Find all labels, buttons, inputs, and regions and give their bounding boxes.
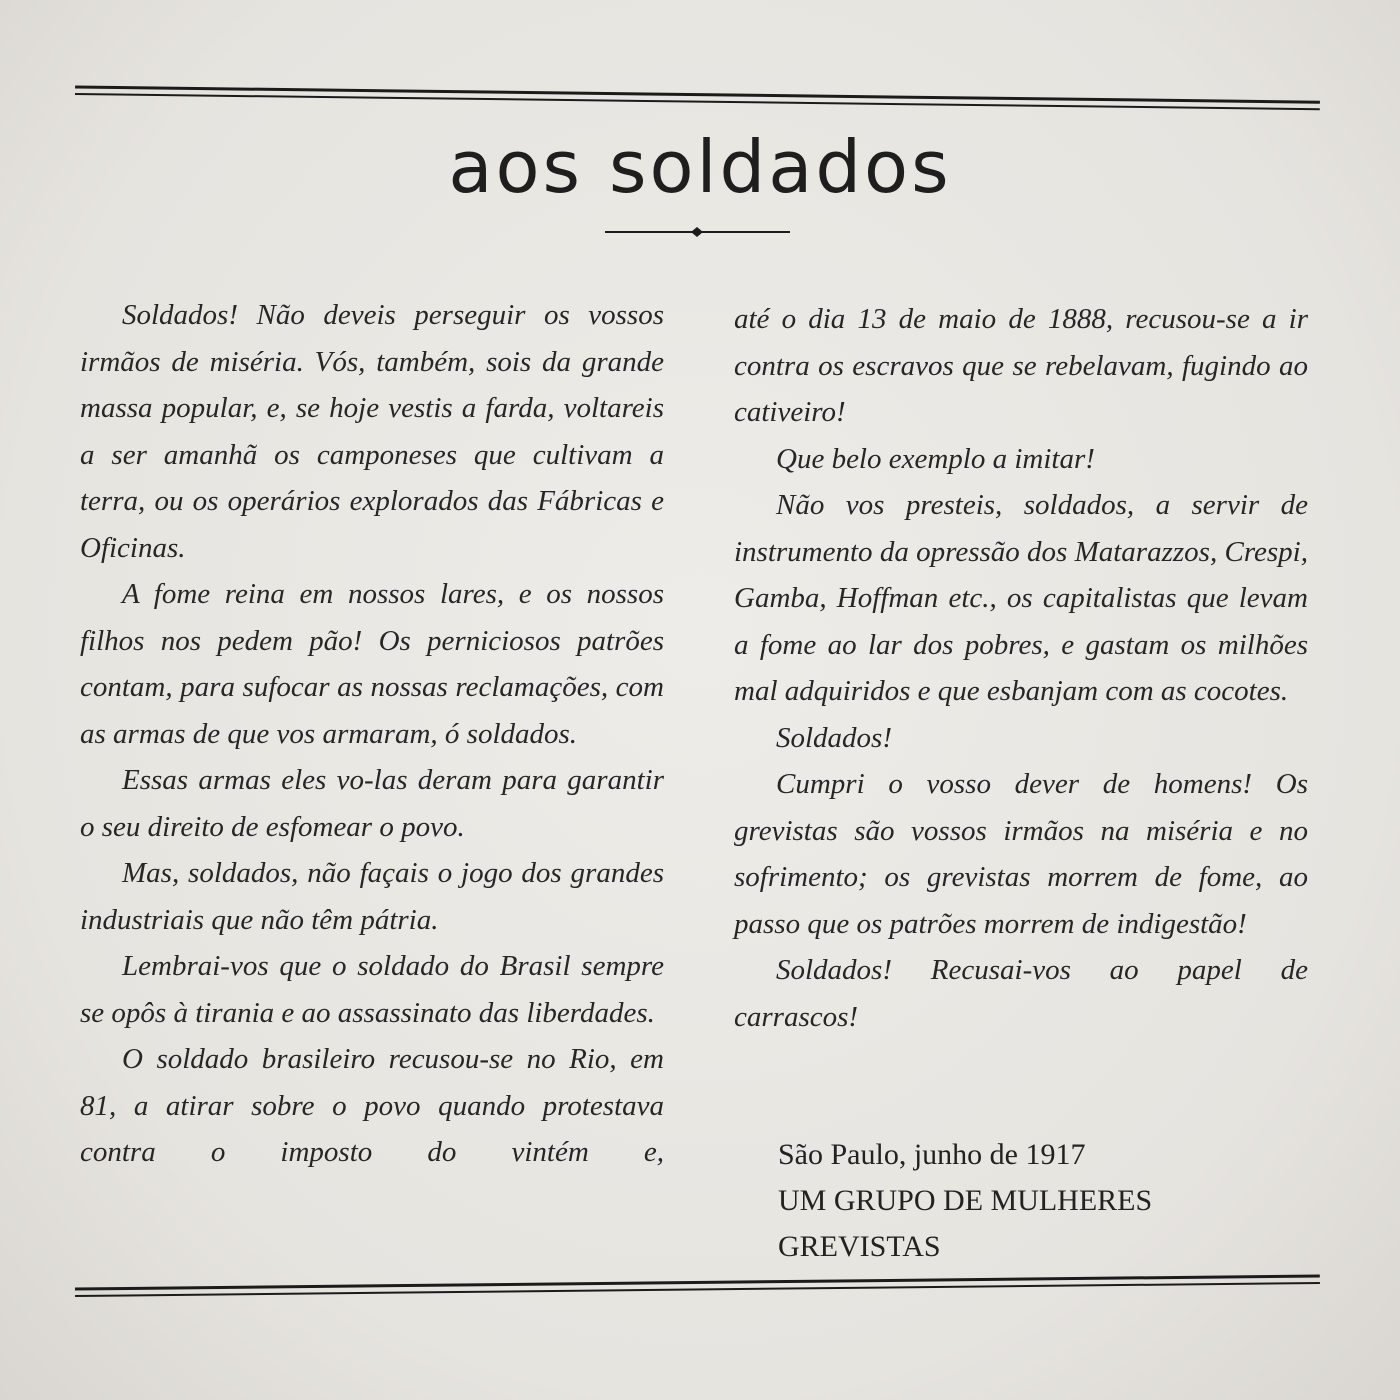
page-title: aos soldados xyxy=(448,125,952,209)
bottom-rule-lines xyxy=(75,1273,1320,1300)
paragraph-continued: até o dia 13 de maio de 1888, recusou-se a ir contra os escravos que se rebelavam, fugindo ao cativeiro! xyxy=(734,303,1308,428)
paragraph: Soldados! xyxy=(776,721,892,754)
signature-block xyxy=(778,1132,1152,1270)
paragraph: Soldados! Recusai-vos ao papel de carrascos! xyxy=(734,954,1308,1033)
ornament-diamond-rule xyxy=(605,224,790,240)
paragraph: Não vos presteis, soldados, a servir de instrumento da opressão dos Matarazzos, Crespi, Gamba, Hoffman etc., os capitalistas que levam a fome ao lar dos pobres, e gastam os milhões mal adquiridos e que esbanjam com as cocotes. xyxy=(734,489,1308,707)
paragraph: O soldado brasileiro recusou-se no Rio, em 81, a atirar sobre o povo quando protestava contra o imposto do vintém e, xyxy=(80,1043,664,1168)
paragraph: Mas, soldados, não façais o jogo dos grandes industriais que não têm pátria. xyxy=(80,857,664,936)
paragraph: Soldados! Não deveis perseguir os vossos irmãos de miséria. Vós, também, sois da grande massa popular, e, se hoje vestis a farda, voltareis a ser amanhã os camponeses que cultivam a terra, ou os operários explorados das Fábricas e Oficinas. xyxy=(80,299,664,564)
paragraph: Essas armas eles vo-las deram para garantir o seu direito de esfomear o povo. xyxy=(80,764,664,843)
top-rule-lines xyxy=(75,84,1320,113)
right-column xyxy=(734,296,1308,1040)
left-column xyxy=(80,292,664,1176)
title-ornament xyxy=(605,224,790,240)
bottom-double-rule xyxy=(75,1273,1320,1300)
paragraph: Que belo exemplo a imitar! xyxy=(776,442,1095,475)
author-line: UM GRUPO DE MULHERES xyxy=(778,1184,1153,1217)
top-double-rule xyxy=(75,84,1320,113)
paragraph: Cumpri o vosso dever de homens! Os grevistas são vossos irmãos na miséria e no sofrimento; os grevistas morrem de fome, ao passo que os patrões morrem de indigestão! xyxy=(734,768,1308,940)
place-date: São Paulo, junho de 1917 xyxy=(778,1138,1086,1171)
paragraph: A fome reina em nossos lares, e os nossos filhos nos pedem pão! Os perniciosos patrões contam, para sufocar as nossas reclamações, com as armas de que vos armaram, ó soldados. xyxy=(80,578,664,750)
paragraph: Lembrai-vos que o soldado do Brasil sempre se opôs à tirania e ao assassinato das liberdades. xyxy=(80,950,664,1029)
author-line: GREVISTAS xyxy=(778,1230,941,1263)
